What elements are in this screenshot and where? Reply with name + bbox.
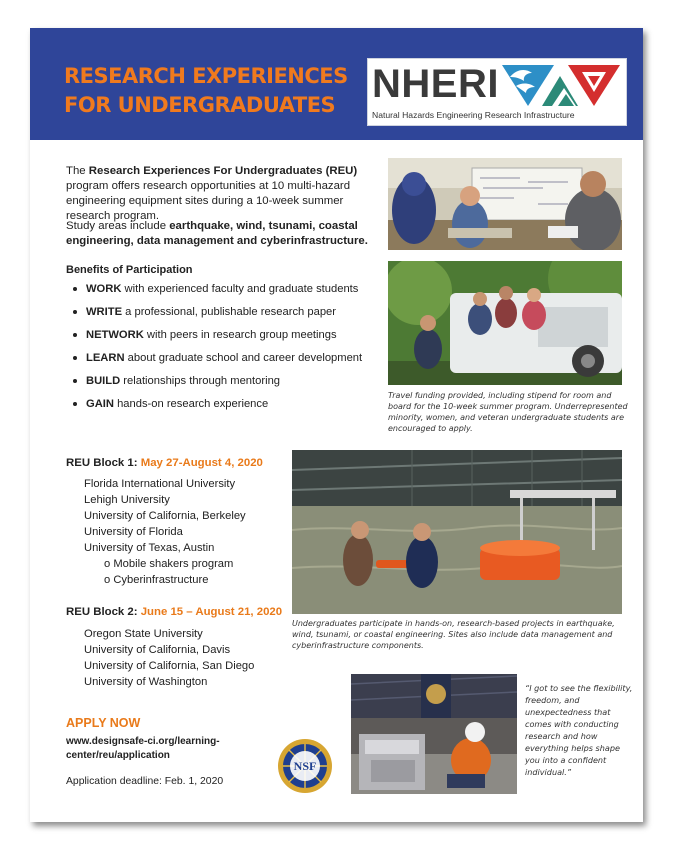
benefit-item: WORK with experienced faculty and graduate students bbox=[66, 278, 396, 301]
sub-site-item bbox=[84, 556, 246, 588]
reu-block-2-dates: June 15 – August 21, 2020 bbox=[140, 606, 283, 618]
study-areas-list: earthquake, wind, tsunami, coastal engineering, data management and cyberinfrastructure. bbox=[66, 220, 368, 247]
nheri-logo bbox=[367, 58, 627, 126]
site-item: University of Washington bbox=[84, 676, 208, 688]
lab-student-photo bbox=[351, 674, 517, 794]
wave-basin-photo bbox=[292, 450, 622, 614]
svg-text:NSF: NSF bbox=[293, 759, 317, 773]
study-areas-paragraph: Study areas include earthquake, wind, tsunami, coastal engineering, data management and cyberinfrastructure. bbox=[66, 220, 368, 247]
benefit-item: NETWORK with peers in research group meetings bbox=[66, 324, 396, 347]
application-url[interactable]: www.designsafe-ci.org/learning-center/reu/application bbox=[66, 736, 220, 761]
student-quote: “I got to see the flexibility, freedom, and unexpectedness that comes with conducting research and how everything helps shape you into a confident individual.” bbox=[525, 683, 633, 777]
benefits-heading: Benefits of Participation bbox=[66, 264, 193, 276]
benefit-item: BUILD relationships through mentoring bbox=[66, 370, 396, 393]
projects-caption: Undergraduates participate in hands-on, research-based projects in earthquake, wind, tsunami, or coastal engineering. Sites also include data management and cyberinfrastructure components. bbox=[292, 619, 615, 650]
header-banner bbox=[30, 28, 643, 140]
reu-block-2-sites bbox=[84, 626, 254, 690]
site-item: University of Florida bbox=[84, 526, 183, 538]
benefit-item: GAIN hands-on research experience bbox=[66, 393, 396, 416]
travel-funding-caption: Travel funding provided, including stipend for room and board for the 10-week summer program. Underrepresented minority, women, and veteran undergraduate students are encouraged to apply. bbox=[388, 391, 628, 433]
site-item: University of Texas, Austin bbox=[84, 542, 215, 554]
program-name: Research Experiences For Undergraduates (REU) bbox=[88, 165, 358, 177]
reu-block-1-dates: May 27-August 4, 2020 bbox=[140, 457, 263, 469]
site-item: University of California, Berkeley bbox=[84, 510, 246, 522]
nheri-logo-subtitle: Natural Hazards Engineering Research Infrastructure bbox=[372, 110, 575, 120]
benefit-item: LEARN about graduate school and career development bbox=[66, 347, 396, 370]
students-on-equipment-photo bbox=[388, 261, 622, 385]
page-title: RESEARCH EXPERIENCES FOR UNDERGRADUATES bbox=[64, 64, 348, 117]
flyer-page bbox=[30, 28, 643, 822]
classroom-photo bbox=[388, 158, 622, 250]
site-item: Oregon State University bbox=[84, 628, 203, 640]
nheri-wave-mountain-icon bbox=[502, 62, 622, 108]
sub-site-item: o Mobile shakers program bbox=[104, 558, 234, 570]
reu-block-2-heading: REU Block 2: June 15 – August 21, 2020 bbox=[66, 606, 283, 618]
nsf-seal-icon bbox=[277, 738, 333, 794]
site-item: Florida International University bbox=[84, 478, 236, 490]
nheri-logo-text: NHERI bbox=[372, 62, 499, 106]
site-item: Lehigh University bbox=[84, 494, 170, 506]
apply-now-heading: APPLY NOW bbox=[66, 716, 141, 730]
benefits-list bbox=[66, 278, 396, 416]
site-item: University of California, San Diego bbox=[84, 660, 255, 672]
site-item: University of California, Davis bbox=[84, 644, 231, 656]
reu-block-1-heading: REU Block 1: May 27-August 4, 2020 bbox=[66, 457, 263, 469]
benefit-item: WRITE a professional, publishable research paper bbox=[66, 301, 396, 324]
reu-block-1-sites bbox=[84, 476, 246, 588]
intro-paragraph: The Research Experiences For Undergraduates (REU) program offers research opportunities at 10 multi-hazard engineering equipment sites during a 10-week summer research program. bbox=[66, 165, 358, 222]
application-deadline: Application deadline: Feb. 1, 2020 bbox=[66, 776, 224, 787]
sub-site-item: o Cyberinfrastructure bbox=[104, 574, 209, 586]
